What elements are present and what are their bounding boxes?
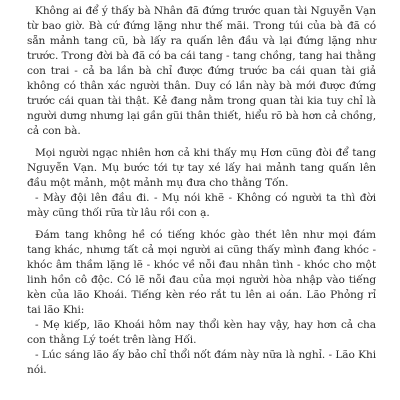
paragraph-dam-tang: Đám tang không hề có tiếng khóc gào thét lên như mọi đám tang khác, nhưng tất cả mọi người ai cũng thấy mình đang khóc - khóc âm thầm lặng lẽ - khóc về nỗi đau nhân tình - khóc cho một linh hồn cô độc. Có lẽ nỗi đau của mọi người hòa nhập vào tiếng kèn của lão Khoái. Tiếng kèn réo rắt tu lên ai oán. Lão Phỏng rỉ tai lão Khi:	[27, 229, 376, 316]
paragraph-ba-nhan: Không ai để ý thấy bà Nhân đã đứng trước quan tài Nguyễn Vạn từ bao giờ. Bà cứ đứng lặng như thế mãi. Trong túi của bà đã có sẵn mảnh tang cũ, bà lấy ra quấn lên đầu và lại đứng lặng như trước. Trong đời bà đã có ba cái tang - tang chồng, tang hai thằng con trai - cả ba lần bà chỉ được đứng trước ba cái quan tài giả không có thân xác người thân. Duy có lần này bà mới được đứng trước cái quan tài thật. Kẻ đang nằm trong quan tài kia tuy chỉ là người dưng nhưng lại gần gũi thân thiết, hiểu rõ bà hơn cả chồng, cả con bà.	[27, 5, 376, 137]
paragraph-dialog-lao-phong: - Mẹ kiếp, lão Khoái hôm nay thổi kèn hay vậy, hay hơn cả cha con thằng Lý toét trên làng Hối.	[27, 319, 376, 346]
paragraph-mu-hon: Mọi người ngạc nhiên hơn cả khi thấy mụ Hơn cũng đòi để tang Nguyễn Vạn. Mụ bước tới tự tay xé lấy hai mảnh tang quấn lên đầu một mảnh, một mảnh mụ đưa cho thằng Tốn.	[27, 147, 376, 189]
paragraph-dialog-lao-khi: - Lúc sáng lão ấy bảo chỉ thổi nốt đám này nữa là nghỉ. - Lão Khi nói.	[27, 349, 376, 376]
paragraph-dialog-mu-hon: - Mày đội lên đầu đi. - Mụ nói khẽ - Không có người ta thì đời mày cũng thối rữa từ lâu rồi con ạ.	[27, 192, 376, 219]
